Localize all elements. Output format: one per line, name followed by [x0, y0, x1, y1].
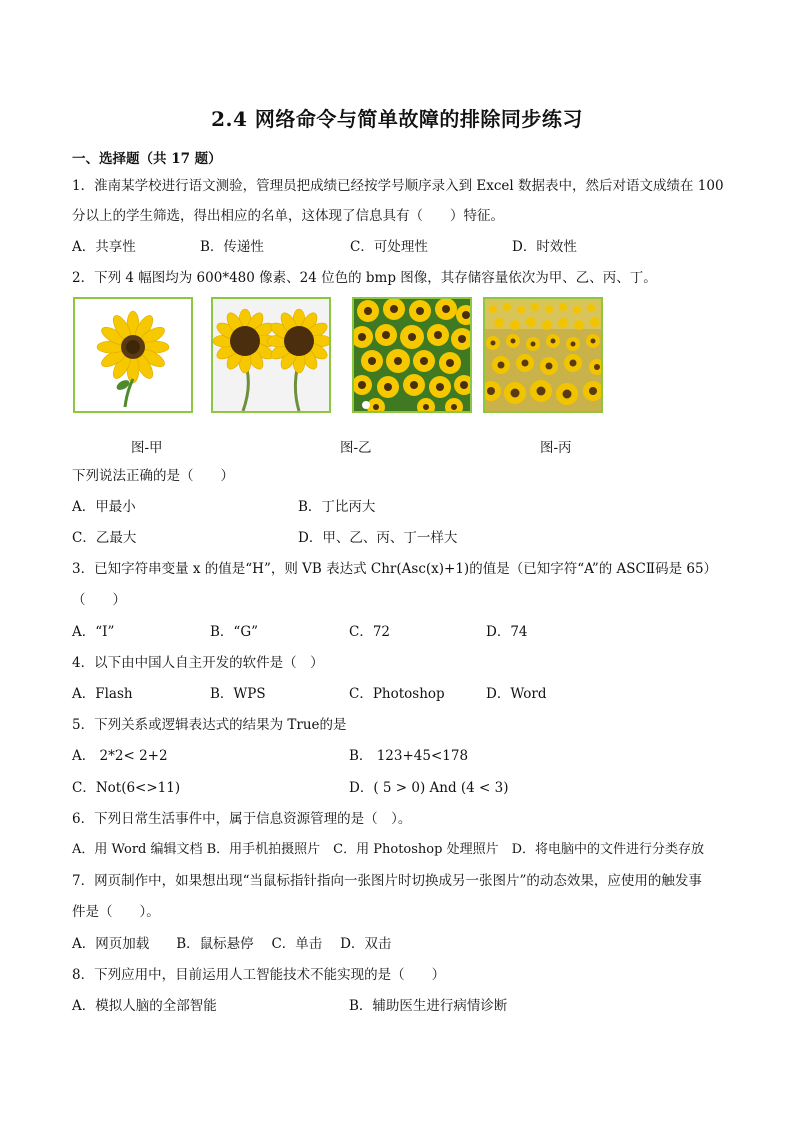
- question-2-prompt: 下列说法正确的是（ ）: [72, 468, 234, 484]
- question-1-option-b: B．传递性: [200, 239, 264, 255]
- section-heading: 一、选择题（共 17 题）: [72, 151, 222, 167]
- question-7-options: A．网页加载 B．鼠标悬停 C．单击 D．双击: [72, 936, 392, 952]
- question-2-option-d: D．甲、乙、丙、丁一样大: [298, 530, 458, 546]
- sunflower-image-3: [352, 297, 472, 413]
- sunflower-image-2: [211, 297, 331, 413]
- question-4-option-b: B．WPS: [210, 686, 266, 702]
- question-5-option-b: B． 123+45<178: [349, 748, 469, 764]
- question-8-text: 8．下列应用中，目前运用人工智能技术不能实现的是（ ）: [72, 967, 446, 983]
- question-6-options: A．用 Word 编辑文档 B．用手机拍摄照片 C．用 Photoshop 处理照片 D．将电脑中的文件进行分类存放: [72, 842, 705, 857]
- question-5-text: 5．下列关系或逻辑表达式的结果为 True的是: [72, 717, 347, 733]
- question-1-option-a: A．共享性: [72, 239, 136, 255]
- sunflower-image-1: [73, 297, 193, 413]
- question-7-text-line-1: 7．网页制作中，如果想出现“当鼠标指针指向一张图片时切换成另一张图片”的动态效果，应使用的触发事: [72, 873, 702, 889]
- question-8-option-a: A．模拟人脑的全部智能: [72, 998, 217, 1014]
- question-5-option-c: C．Not(6<>11): [72, 780, 181, 796]
- question-5-option-d: D．( 5 > 0) And (4 < 3): [349, 780, 509, 796]
- document-title: 2.4 网络命令与简单故障的排除同步练习: [211, 107, 583, 131]
- question-3-option-a: A．“I”: [72, 624, 115, 640]
- question-5-option-a: A． 2*2< 2+2: [72, 748, 168, 764]
- question-1-option-c: C．可处理性: [350, 239, 428, 255]
- question-1-option-d: D．时效性: [512, 239, 577, 255]
- sunflower-image-4: [483, 297, 603, 413]
- question-3-option-d: D．74: [486, 624, 528, 640]
- question-6-text: 6．下列日常生活事件中，属于信息资源管理的是（ ）。: [72, 811, 412, 827]
- question-2-option-a: A．甲最小: [72, 499, 136, 515]
- image-caption-2: 图-乙: [340, 440, 372, 456]
- image-caption-1: 图-甲: [131, 440, 163, 456]
- question-2-text-line-1: 2．下列 4 幅图均为 600*480 像素、24 位色的 bmp 图像，其存储容量依次为甲、乙、丙、丁。: [72, 270, 657, 286]
- question-8-option-b: B．辅助医生进行病情诊断: [349, 998, 508, 1014]
- image-caption-3: 图-丙: [540, 440, 572, 456]
- question-1-text-line-1: 1．淮南某学校进行语文测验，管理员把成绩已经按学号顺序录入到 Excel 数据表中，然后对语文成绩在 100: [72, 178, 724, 194]
- question-3-option-c: C．72: [349, 624, 391, 640]
- question-1-text-line-2: 分以上的学生筛选，得出相应的名单，这体现了信息具有（ ）特征。: [72, 208, 504, 224]
- question-3-text-line-1: 3．已知字符串变量 x 的值是“H”，则 VB 表达式 Chr(Asc(x)+1)的值是（已知字符“A”的 ASCⅡ码是 65）: [72, 561, 718, 577]
- question-4-option-a: A．Flash: [72, 686, 133, 702]
- question-4-option-c: C．Photoshop: [349, 686, 445, 702]
- question-7-text-line-2: 件是（ ）。: [72, 904, 160, 920]
- question-2-option-c: C．乙最大: [72, 530, 137, 546]
- question-3-text-line-2: （ ）: [72, 592, 126, 608]
- question-4-option-d: D．Word: [486, 686, 547, 702]
- question-3-option-b: B．“G”: [210, 624, 259, 640]
- question-2-option-b: B．丁比丙大: [298, 499, 376, 515]
- question-4-text: 4．以下由中国人自主开发的软件是（ ）: [72, 655, 324, 671]
